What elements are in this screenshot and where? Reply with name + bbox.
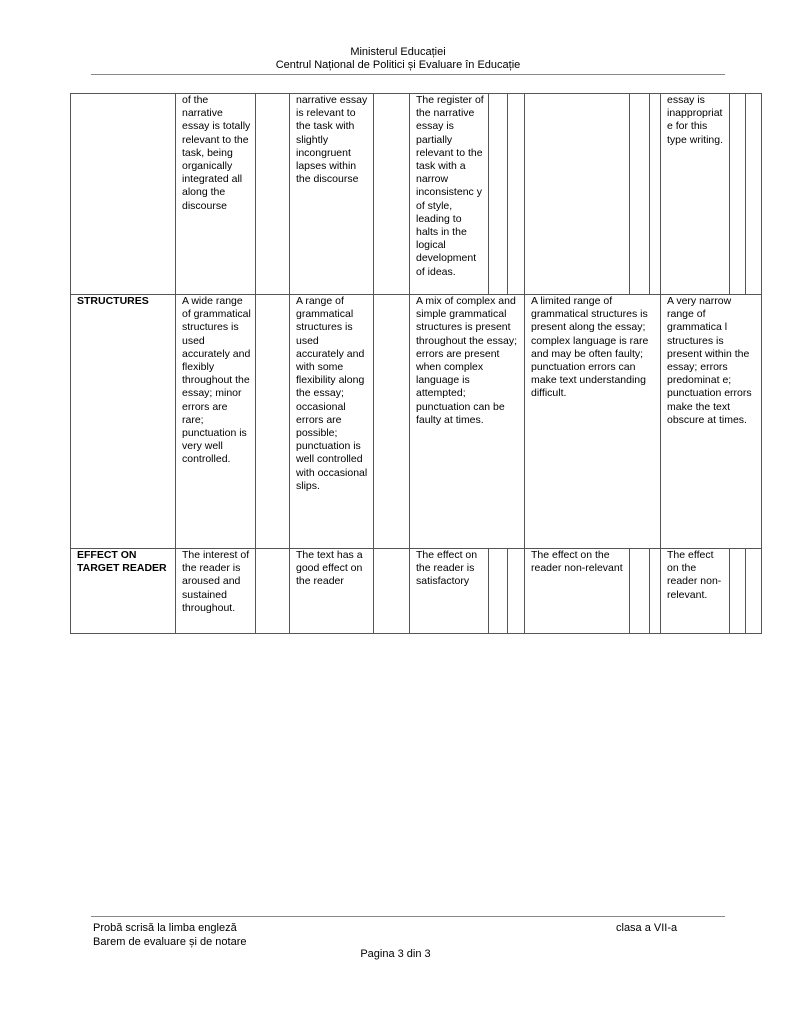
score-cell [489,94,508,295]
grade-level: clasa a VII-a [616,922,678,934]
score-cell [508,94,525,295]
descriptor-cell: A very narrow range of grammatica l structures is present within the essay; errors predominat e; punctuation errors make the text obscure at times. [661,295,762,549]
page-number: Pagina 3 din 3 [360,948,431,960]
score-cell [630,549,650,634]
score-cell [508,549,525,634]
criterion-cell [71,94,176,295]
criterion-cell: EFFECT ON TARGET READER [71,549,176,634]
descriptor-cell: of the narrative essay is totally relevant to the task, being organically integrated all along the discourse [176,94,256,295]
score-cell [256,549,290,634]
descriptor-cell: narrative essay is relevant to the task with slightly incongruent lapses within the discourse [290,94,374,295]
score-cell [489,549,508,634]
ministry-name: Ministerul Educației [350,46,446,58]
score-cell [630,94,650,295]
descriptor-cell: The effect on the reader non-relevant [525,549,630,634]
descriptor-cell: The effect on the reader non-relevant. [661,549,730,634]
descriptor-cell: essay is inappropriat e for this type writing. [661,94,730,295]
score-cell [746,549,762,634]
descriptor-cell: The text has a good effect on the reader [290,549,374,634]
descriptor-cell: The effect on the reader is satisfactory [410,549,489,634]
assessment-rubric-table [70,93,762,634]
document-type: Barem de evaluare și de notare [93,936,247,948]
exam-subject: Probă scrisă la limba engleză [93,922,237,934]
footer-left [93,921,246,949]
descriptor-cell: The interest of the reader is aroused and sustained throughout. [176,549,256,634]
score-cell [374,295,410,549]
score-cell [256,94,290,295]
footer-divider [91,916,725,917]
score-cell [650,94,661,295]
table-row [71,549,762,634]
table-row [71,94,762,295]
score-cell [746,94,762,295]
page-header [70,46,726,72]
table-row [71,295,762,549]
center-name: Centrul Național de Politici și Evaluare în Educație [275,59,521,71]
descriptor-cell: The register of the narrative essay is partially relevant to the task with a narrow inconsistenc y of style, leading to halts in the logical development of ideas. [410,94,489,295]
descriptor-cell: A range of grammatical structures is used accurately and with some flexibility along the essay; occasional errors are possible; punctuation is well controlled with occasional slips. [290,295,374,549]
score-cell [730,94,746,295]
score-cell [650,549,661,634]
descriptor-cell [525,94,630,295]
score-cell [374,549,410,634]
descriptor-cell: A limited range of grammatical structures is present along the essay; complex language is rare and may be often faulty; punctuation errors can make text understanding difficult. [525,295,661,549]
header-divider [91,74,725,75]
descriptor-cell: A wide range of grammatical structures is used accurately and flexibly throughout the essay; minor errors are rare; punctuation is very well controlled. [176,295,256,549]
score-cell [730,549,746,634]
descriptor-cell: A mix of complex and simple grammatical structures is present throughout the essay; errors are present when complex language is attempted; punctuation can be faulty at times. [410,295,525,549]
score-cell [256,295,290,549]
score-cell [374,94,410,295]
criterion-cell: STRUCTURES [71,295,176,549]
